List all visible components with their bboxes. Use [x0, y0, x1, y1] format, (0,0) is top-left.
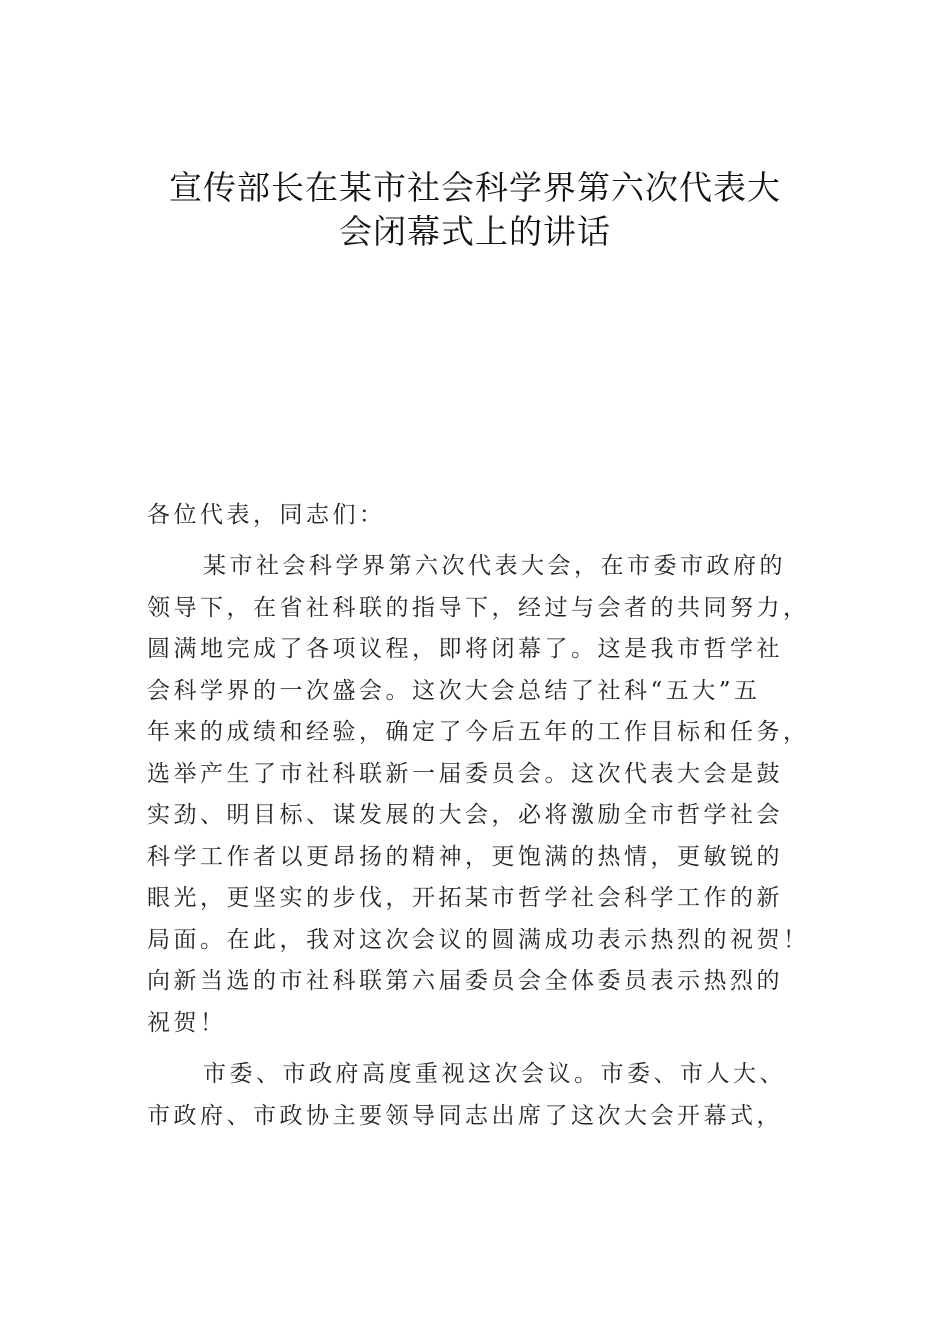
paragraph-line: 领导下，在省社科联的指导下，经过与会者的共同努力， [147, 594, 810, 621]
paragraph-line: 圆满地完成了各项议程，即将闭幕了。这是我市哲学社 [147, 636, 783, 662]
paragraph-line: 选举产生了市社科联新一届委员会。这次代表大会是鼓 [147, 760, 783, 787]
paragraph-line: 局面。在此，我对这次会议的圆满成功表示热烈的祝贺！ [147, 926, 810, 953]
paragraph-line: 某市社会科学界第六次代表大会，在市委市政府的 [203, 553, 786, 579]
paragraph-line: 向新当选的市社科联第六届委员会全体委员表示热烈的 [147, 968, 783, 994]
title-line: 宣传部长在某市社会科学界第六次代表大 [169, 168, 781, 207]
paragraph-line: 年来的成绩和经验，确定了今后五年的工作目标和任务， [147, 719, 810, 745]
salutation: 各位代表，同志们： [147, 502, 386, 528]
paragraph-line: 市委、市政府高度重视这次会议。市委、市人大、 [203, 1061, 786, 1087]
paragraph-line: 科学工作者以更昂扬的精神，更饱满的热情，更敏锐的 [147, 843, 783, 870]
document-title [120, 166, 830, 254]
paragraph-line: 眼光，更坚实的步伐，开拓某市哲学社会科学工作的新 [147, 885, 783, 911]
paragraph [147, 1054, 807, 1137]
paragraph-line: 会科学界的一次盛会。这次大会总结了社科“五大”五 [147, 677, 761, 704]
paragraph-line: 实劲、明目标、谋发展的大会，必将激励全市哲学社会 [147, 802, 783, 828]
document-body [147, 494, 810, 1137]
paragraph [147, 546, 810, 1044]
paragraph-line: 市政府、市政协主要领导同志出席了这次大会开幕式， [147, 1102, 783, 1129]
title-line: 会闭幕式上的讲话 [339, 212, 611, 251]
paragraph-line: 祝贺！ [147, 1009, 227, 1036]
